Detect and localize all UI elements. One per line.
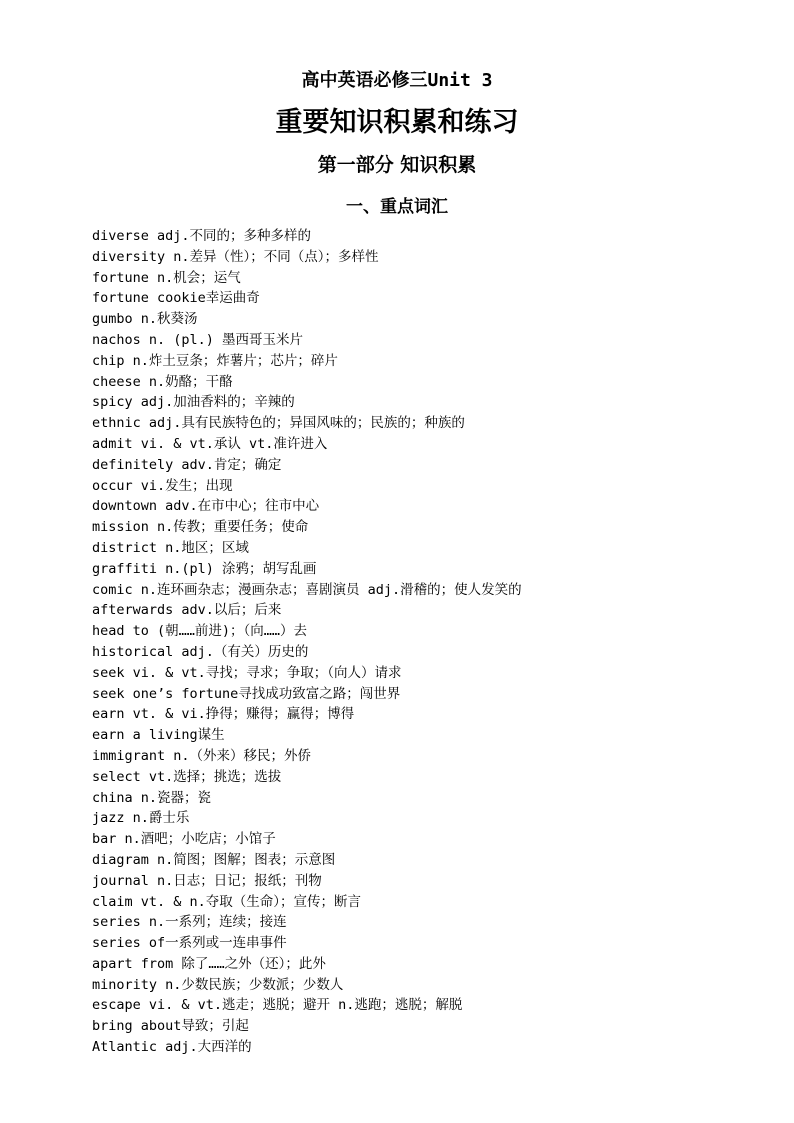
vocab-entry: ethnic adj.具有民族特色的；异国风味的；民族的；种族的 [92, 415, 465, 432]
vocab-entry: series n.一系列；连续；接连 [92, 914, 287, 931]
vocab-entry: minority n.少数民族；少数派；少数人 [92, 976, 344, 993]
vocab-entry: china n.瓷器；瓷 [92, 789, 212, 806]
vocab-entry: journal n.日志；日记；报纸；刊物 [92, 872, 322, 889]
vocab-entry: chip n.炸土豆条；炸薯片；芯片；碎片 [92, 352, 338, 369]
vocab-entry: afterwards adv.以后；后来 [92, 602, 282, 619]
vocab-entry: bar n.酒吧；小吃店；小馆子 [92, 831, 276, 848]
vocab-entry: Atlantic adj.大西洋的 [92, 1039, 252, 1056]
vocab-entry: gumbo n.秋葵汤 [92, 311, 198, 328]
vocab-entry: district n.地区；区域 [92, 539, 249, 556]
vocab-entry: cheese n.奶酪；干酪 [92, 373, 233, 390]
vocab-entry: diagram n.简图；图解；图表；示意图 [92, 851, 336, 868]
document-title: 高中英语必修三Unit 3 [301, 70, 493, 91]
vocab-entry: immigrant n.（外来）移民；外侨 [92, 747, 312, 764]
vocab-entry: escape vi. & vt.逃走；逃脱；避开 n.逃跑；逃脱；解脱 [92, 997, 463, 1014]
vocab-entry: diversity n.差异（性）；不同（点）；多样性 [92, 248, 379, 265]
vocab-entry: spicy adj.加油香料的；辛辣的 [92, 394, 295, 411]
vocab-entry: series of一系列或一连串事件 [92, 935, 287, 952]
vocab-entry: earn a living谋生 [92, 727, 225, 744]
vocab-entry: downtown adv.在市中心；往市中心 [92, 498, 320, 515]
vocab-entry: occur vi.发生；出现 [92, 477, 233, 494]
vocab-entry: mission n.传教；重要任务；使命 [92, 519, 309, 536]
vocab-entry: historical adj.（有关）历史的 [92, 643, 309, 660]
vocab-entry: fortune cookie幸运曲奇 [92, 290, 260, 307]
vocab-entry: seek one’s fortune寻找成功致富之路；闯世界 [92, 685, 401, 702]
vocab-entry: head to (朝……前进)；（向……）去 [92, 623, 308, 640]
section-heading: 一、重点词汇 [346, 197, 448, 217]
vocab-entry: fortune n.机会；运气 [92, 269, 241, 286]
part-heading: 第一部分 知识积累 [317, 154, 477, 176]
vocab-entry: seek vi. & vt.寻找；寻求；争取；（向人）请求 [92, 664, 402, 681]
vocab-entry: graffiti n.(pl) 涂鸦；胡写乱画 [92, 560, 317, 577]
vocab-entry: earn vt. & vi.挣得；赚得；赢得；博得 [92, 706, 355, 723]
vocab-entry: select vt.选择；挑选；选拔 [92, 768, 282, 785]
vocabulary-list [92, 226, 772, 1058]
document-subtitle: 重要知识积累和练习 [275, 107, 519, 138]
vocab-entry: jazz n.爵士乐 [92, 810, 190, 827]
vocab-entry: definitely adv.肯定；确定 [92, 456, 282, 473]
vocab-entry: apart from 除了……之外（还）；此外 [92, 955, 326, 972]
vocab-entry: admit vi. & vt.承认 vt.准许进入 [92, 435, 328, 452]
vocab-entry: comic n.连环画杂志；漫画杂志；喜剧演员 adj.滑稽的；使人发笑的 [92, 581, 522, 598]
vocab-entry: nachos n. (pl.) 墨西哥玉米片 [92, 331, 304, 348]
vocab-entry: bring about导致；引起 [92, 1018, 249, 1035]
vocab-entry: claim vt. & n.夺取（生命）；宣传；断言 [92, 893, 362, 910]
vocab-entry: diverse adj.不同的；多种多样的 [92, 228, 312, 244]
